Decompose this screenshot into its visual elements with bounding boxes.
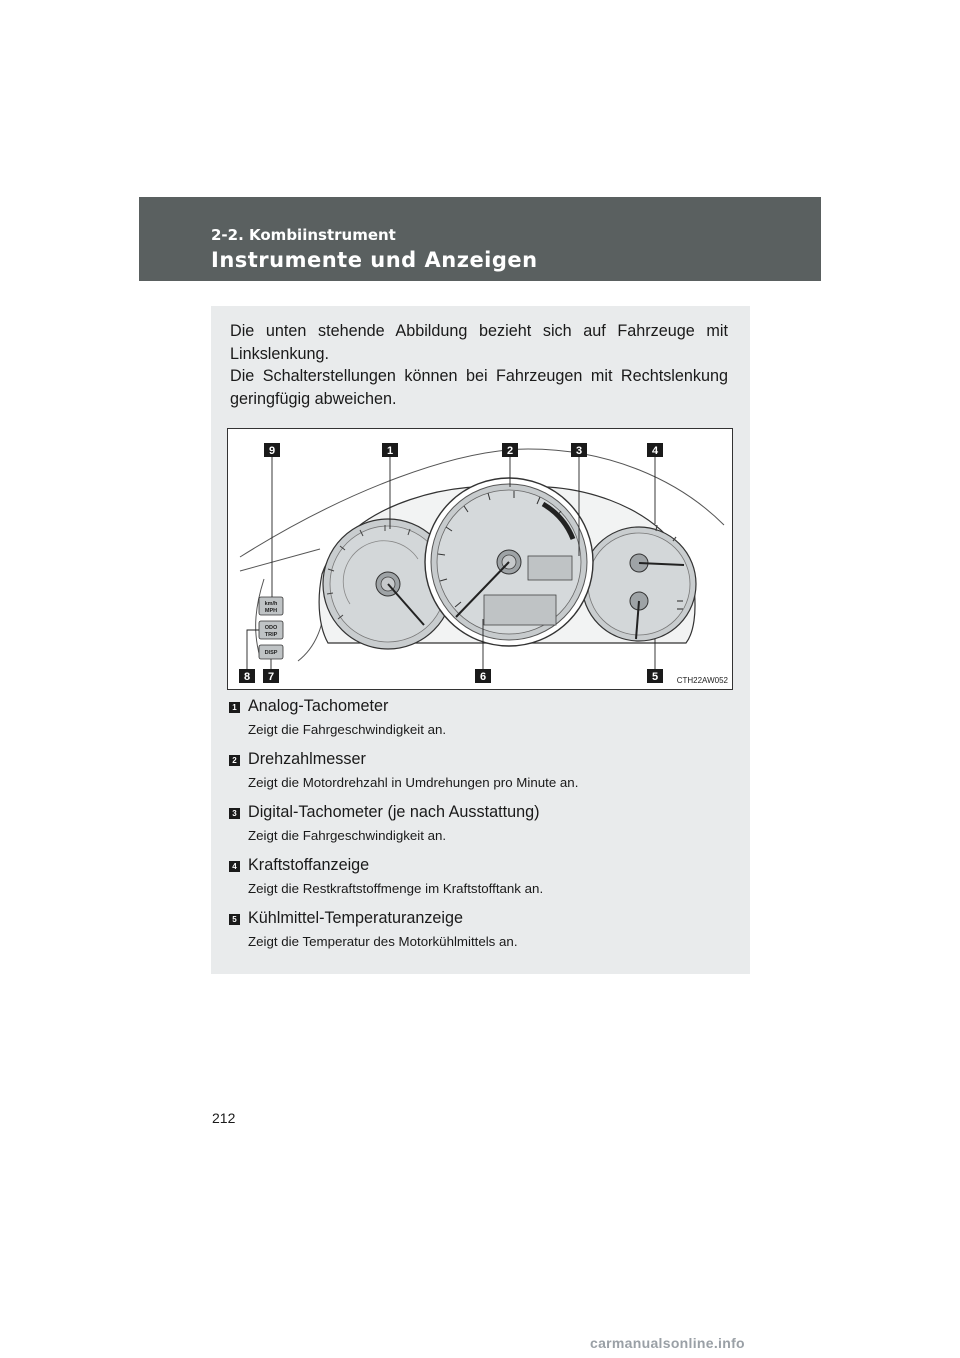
button-odo-line1: ODO <box>264 625 278 631</box>
callout-4: 4 <box>651 445 659 457</box>
intro-line-2: Die Schalterstellungen können bei Fahrzeugen mit Rechtslenkung geringfügig abweichen. <box>230 367 728 408</box>
item-label: Kühlmittel-Temperaturanzeige <box>248 909 464 927</box>
callout-9: 9 <box>268 445 276 457</box>
button-disp: DISP <box>264 650 278 656</box>
item-label: Analog-Tachometer <box>248 697 389 715</box>
item-number-badge <box>229 914 240 925</box>
item-number: 2 <box>232 756 237 765</box>
callout-8: 8 <box>243 671 251 683</box>
item-label: Digital-Tachometer (je nach Ausstattung) <box>248 803 540 821</box>
watermark: carmanualsonline.info <box>590 1335 745 1351</box>
callout-7: 7 <box>267 671 275 683</box>
figure-code: CTH22AW052 <box>676 676 728 685</box>
intro-text <box>230 320 728 410</box>
item-number-badge <box>229 808 240 819</box>
callout-3: 3 <box>575 445 583 457</box>
item-description: Zeigt die Fahrgeschwindigkeit an. <box>248 722 447 737</box>
item-number: 5 <box>232 915 237 924</box>
instrument-cluster-illustration <box>228 429 732 689</box>
item-number: 1 <box>232 703 237 712</box>
callout-1: 1 <box>386 445 394 457</box>
item-description: Zeigt die Motordrehzahl in Umdrehungen pro Minute an. <box>248 775 579 790</box>
item-number-badge <box>229 755 240 766</box>
item-number-badge <box>229 861 240 872</box>
button-units-line1: km/h <box>264 601 278 607</box>
instrument-cluster-figure <box>227 428 733 690</box>
item-label: Drehzahlmesser <box>248 750 366 768</box>
button-odo-line2: TRIP <box>264 632 278 638</box>
item-label: Kraftstoffanzeige <box>248 856 370 874</box>
section-label: 2-2. Kombiinstrument <box>211 226 396 244</box>
page-title: Instrumente und Anzeigen <box>211 248 538 272</box>
page-number: 212 <box>212 1110 236 1126</box>
item-number: 4 <box>232 862 237 871</box>
intro-line-1: Die unten stehende Abbildung bezieht sich auf Fahrzeuge mit Linkslenkung. <box>230 322 728 363</box>
item-description: Zeigt die Restkraftstoffmenge im Kraftstofftank an. <box>248 881 544 896</box>
callout-5: 5 <box>651 671 659 683</box>
item-number: 3 <box>232 809 237 818</box>
item-description: Zeigt die Temperatur des Motorkühlmittels an. <box>248 934 518 949</box>
callout-2: 2 <box>506 445 514 457</box>
callout-6: 6 <box>479 671 487 683</box>
item-number-badge <box>229 702 240 713</box>
item-description: Zeigt die Fahrgeschwindigkeit an. <box>248 828 447 843</box>
button-units-line2: MPH <box>264 608 278 614</box>
content-panel <box>211 306 750 974</box>
chapter-header <box>139 197 821 281</box>
